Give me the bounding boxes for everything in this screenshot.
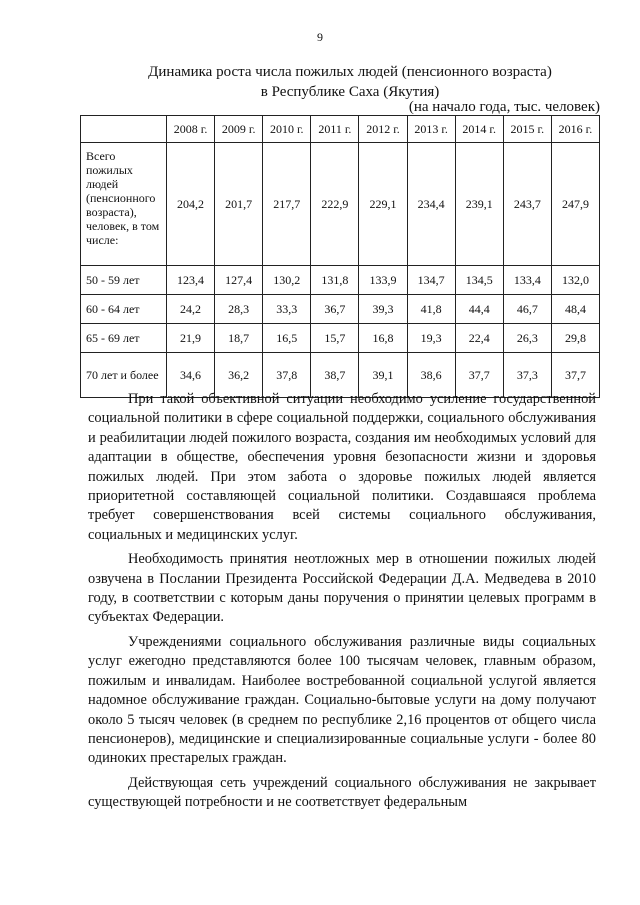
table-cell: 19,3 <box>407 324 455 353</box>
table-cell: 16,5 <box>263 324 311 353</box>
table-title <box>70 62 630 102</box>
row-label: 70 лет и более <box>81 353 167 398</box>
table-cell: 44,4 <box>455 295 503 324</box>
paragraph: При такой объективной ситуации необходимо усиление государственной социальной политики в сфере социальной поддержки, социального обслуживания и реабилитации людей пожилого возраста, создания им необходимых условий для адаптации в обществе, обеспечения уровня безопасности жизни и здоровья пожилых людей. При этом забота о здоровье пожилых людей является приоритетной составляющей социальной политики. Создавшаяся проблема требует совершенствования всей системы социального обслуживания, социальных и медицинских услуг. <box>88 391 596 543</box>
table-cell: 37,7 <box>455 353 503 398</box>
table-cell: 123,4 <box>167 266 215 295</box>
table-cell: 28,3 <box>215 295 263 324</box>
header-cell: 2010 г. <box>263 116 311 143</box>
table-cell: 39,1 <box>359 353 407 398</box>
table-cell: 18,7 <box>215 324 263 353</box>
table-cell: 37,3 <box>503 353 551 398</box>
table-cell: 131,8 <box>311 266 359 295</box>
paragraph: Учреждениями социального обслуживания различные виды социальных услуг ежегодно представляются более 100 тысячам человек, главным образом, пожилым и инвалидам. Наиболее востребованной социальной услугой является надомное обслуживание граждан. Социально-бытовые услуги на дому получают около 5 тысяч человек (в среднем по республике 2,16 процентов от общего числа пенсионеров), медицинские и специализированные социальные услуги - более 80 одиноких престарелых граждан. <box>88 633 596 767</box>
header-cell: 2015 г. <box>503 116 551 143</box>
page-number: 9 <box>317 30 323 44</box>
header-cell: 2011 г. <box>311 116 359 143</box>
table-cell: 134,5 <box>455 266 503 295</box>
table-cell: 34,6 <box>167 353 215 398</box>
table-cell: 38,7 <box>311 353 359 398</box>
table-cell: 234,4 <box>407 143 455 266</box>
paragraph: Действующая сеть учреждений социального обслуживания не закрывает существующей потребности и не соответствует федеральным <box>88 774 596 811</box>
table-title-line-2: в Республике Саха (Якутия) <box>260 84 440 100</box>
table-cell: 247,9 <box>551 143 599 266</box>
table-cell: 29,8 <box>551 324 599 353</box>
table-cell: 26,3 <box>503 324 551 353</box>
header-cell: 2008 г. <box>167 116 215 143</box>
table-cell: 21,9 <box>167 324 215 353</box>
table-cell: 39,3 <box>359 295 407 324</box>
table-row <box>81 266 600 295</box>
table-cell: 127,4 <box>215 266 263 295</box>
table-cell: 239,1 <box>455 143 503 266</box>
table-cell: 217,7 <box>263 143 311 266</box>
table-cell: 243,7 <box>503 143 551 266</box>
table-cell: 37,8 <box>263 353 311 398</box>
table-cell: 201,7 <box>215 143 263 266</box>
table-title-line-1: Динамика роста числа пожилых людей (пенсионного возраста) <box>148 64 552 80</box>
table-cell: 16,8 <box>359 324 407 353</box>
header-cell <box>81 116 167 143</box>
header-cell: 2013 г. <box>407 116 455 143</box>
table-cell: 130,2 <box>263 266 311 295</box>
table-cell: 22,4 <box>455 324 503 353</box>
table-cell: 33,3 <box>263 295 311 324</box>
table-cell: 41,8 <box>407 295 455 324</box>
header-cell: 2012 г. <box>359 116 407 143</box>
table-cell: 204,2 <box>167 143 215 266</box>
table-cell: 133,9 <box>359 266 407 295</box>
header-cell: 2016 г. <box>551 116 599 143</box>
elderly-population-table <box>80 115 600 398</box>
row-label: 60 - 64 лет <box>81 295 167 324</box>
table-cell: 133,4 <box>503 266 551 295</box>
table-cell: 134,7 <box>407 266 455 295</box>
table-cell: 36,7 <box>311 295 359 324</box>
row-label: Всего пожилых людей (пенсионного возраста), человек, в том числе: <box>81 143 167 266</box>
table-header-row <box>81 116 600 143</box>
row-label: 65 - 69 лет <box>81 324 167 353</box>
row-label: 50 - 59 лет <box>81 266 167 295</box>
table-cell: 36,2 <box>215 353 263 398</box>
table-cell: 15,7 <box>311 324 359 353</box>
header-cell: 2009 г. <box>215 116 263 143</box>
table-cell: 222,9 <box>311 143 359 266</box>
table-cell: 132,0 <box>551 266 599 295</box>
table-row <box>81 143 600 266</box>
table-row <box>81 295 600 324</box>
table-cell: 37,7 <box>551 353 599 398</box>
table-cell: 38,6 <box>407 353 455 398</box>
table-cell: 229,1 <box>359 143 407 266</box>
header-cell: 2014 г. <box>455 116 503 143</box>
table-units: (на начало года, тыс. человек) <box>408 99 600 115</box>
paragraph: Необходимость принятия неотложных мер в отношении пожилых людей озвучена в Послании Президента Российской Федерации Д.А. Медведева в 2010 году, в соответствии с которым даны поручения о принятии целевых программ в субъектах Федерации. <box>88 551 596 626</box>
table-cell: 24,2 <box>167 295 215 324</box>
table-cell: 48,4 <box>551 295 599 324</box>
table-cell: 46,7 <box>503 295 551 324</box>
table-row <box>81 324 600 353</box>
body-text <box>88 390 596 818</box>
